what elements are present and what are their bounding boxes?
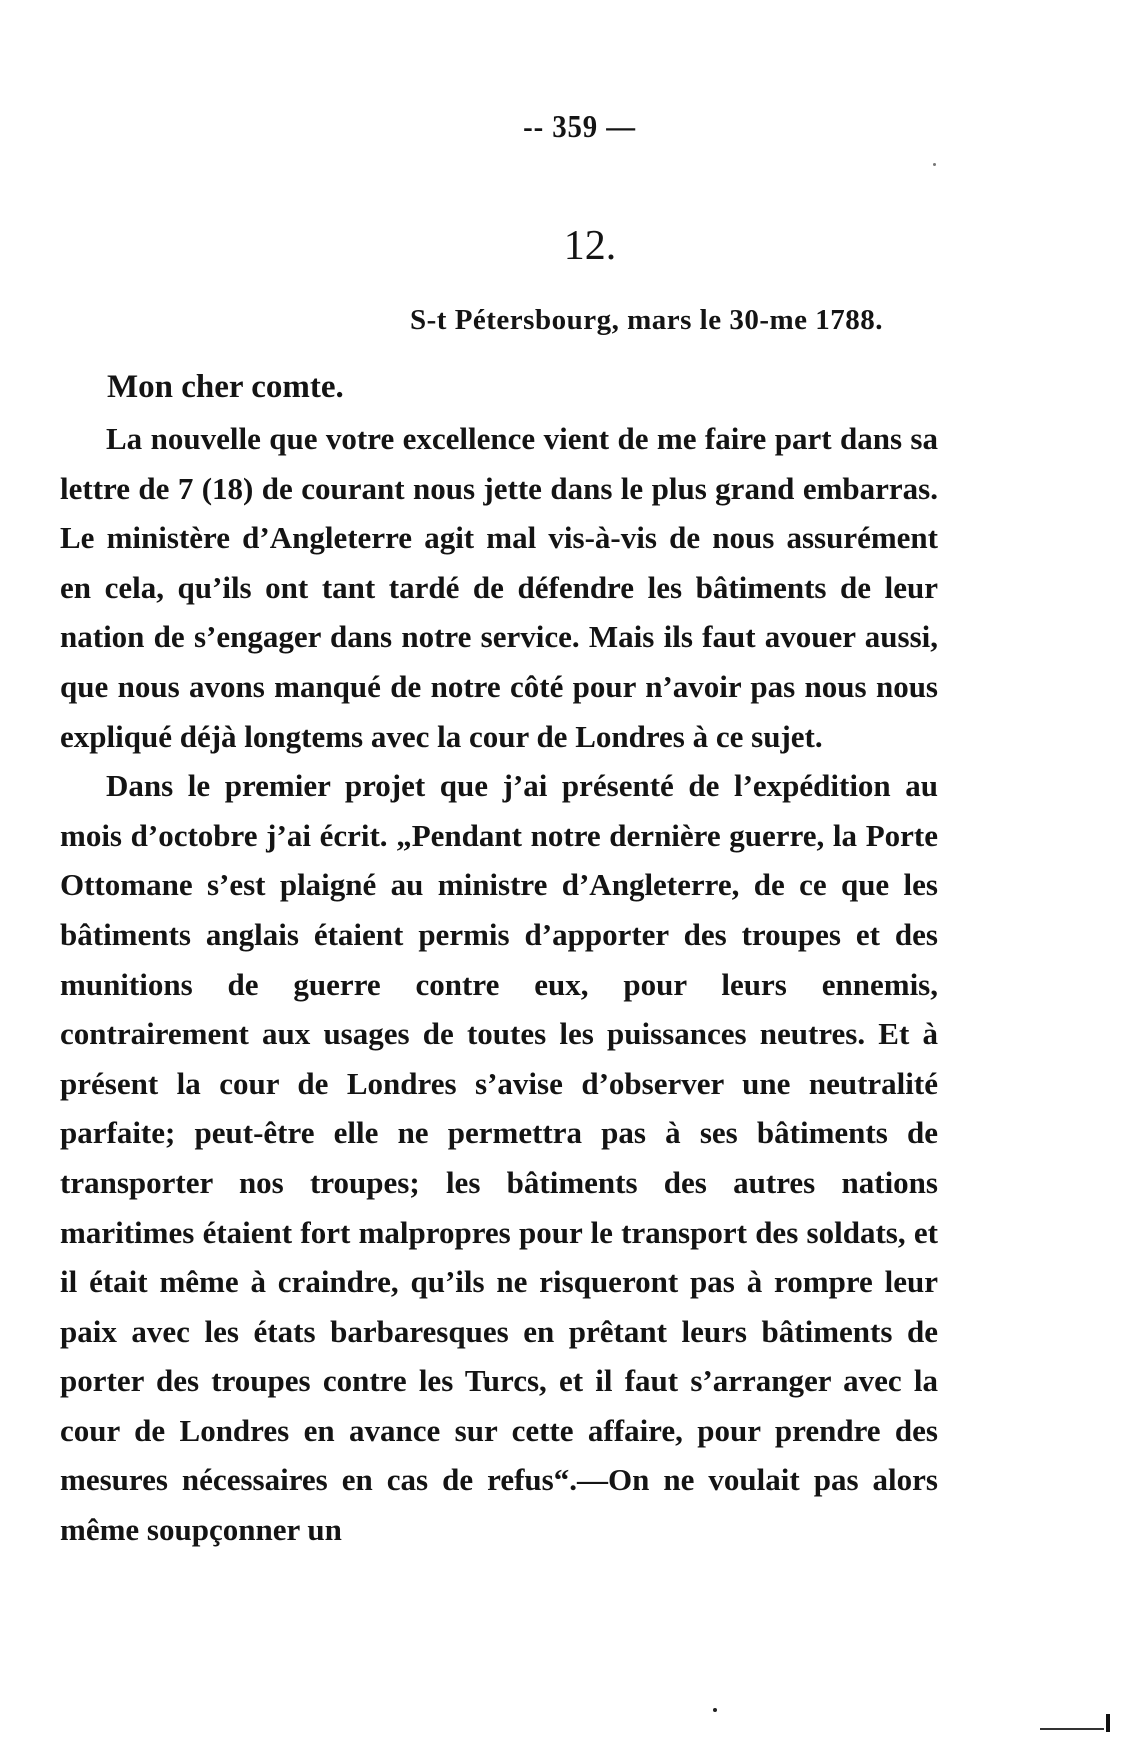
footer-dot: [713, 1708, 717, 1712]
footer-rule: [1040, 1728, 1104, 1730]
letter-number: 12.: [563, 223, 617, 269]
page-number: -- 359 —: [523, 108, 636, 144]
scan-speck: [933, 163, 936, 166]
letter-body: [60, 414, 938, 1555]
letter-dateline: S-t Pétersbourg, mars le 30-me 1788.: [410, 304, 884, 336]
paragraph: Dans le premier projet que j’ai présenté de l’expédition au mois d’octobre j’ai écrit. „Pendant notre dernière guerre, la Porte Ottomane s’est plaigné au ministre d’Angleterre, de ce que les bâtiments anglais étaient permis d’apporter des troupes et des munitions de guerre contre eux, pour leurs ennemis, contrairement aux usages de toutes les puissances neutres. Et à présent la cour de Londres s’avise d’observer une neutralité parfaite; peut-être elle ne permettra pas à ses bâtiments de transporter nos troupes; les bâtiments des autres nations maritimes étaient fort malpropres pour le transport des soldats, et il était même à craindre, qu’ils ne risqueront pas à rompre leur paix avec les états barbaresques en prêtant leurs bâtiments de porter des troupes contre les Turcs, et il faut s’arranger avec la cour de Londres en avance sur cette affaire, pour prendre des mesures nécessaires en cas de refus“.—On ne voulait pas alors même soupçonner un: [60, 768, 938, 1548]
paragraph: La nouvelle que votre excellence vient de me faire part dans sa lettre de 7 (18) de courant nous jette dans le plus grand embarras. Le ministère d’Angleterre agit mal vis-à-vis de nous assurément en cela, qu’ils ont tant tardé de défendre les bâtiments de leur nation de s’engager dans notre service. Mais ils faut avouer aussi, que nous avons manqué de notre côté pour n’avoir pas nous nous expliqué déjà longtems avec la cour de Londres à ce sujet.: [60, 421, 938, 754]
letter-salutation: Mon cher comte.: [107, 369, 344, 405]
footer-mark: [1106, 1714, 1110, 1732]
